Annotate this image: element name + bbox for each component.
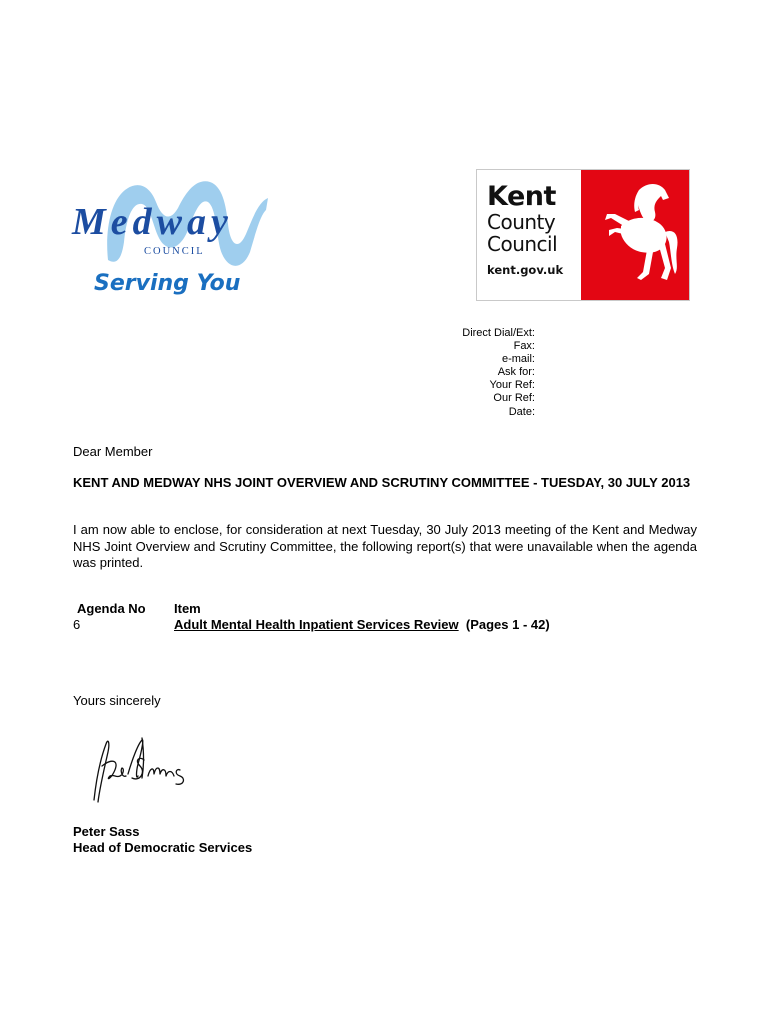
greeting: Dear Member bbox=[73, 444, 153, 459]
medway-tagline: Serving You bbox=[94, 271, 241, 296]
ref-your-ref: Your Ref: bbox=[489, 379, 535, 392]
ref-direct-dial: Direct Dial/Ext: bbox=[462, 327, 535, 339]
kent-county-council-logo bbox=[476, 169, 690, 301]
kent-logo-line-3: Council bbox=[487, 232, 558, 256]
medway-council-label: COUNCIL bbox=[144, 246, 205, 257]
kent-logo-website: kent.gov.uk bbox=[487, 263, 564, 277]
kent-red-panel bbox=[581, 170, 689, 300]
agenda-item-link[interactable]: Adult Mental Health Inpatient Services Review bbox=[174, 617, 459, 632]
agenda-item bbox=[174, 617, 550, 634]
signatory-title: Head of Democratic Services bbox=[73, 840, 253, 855]
ref-fax: Fax: bbox=[513, 340, 535, 353]
agenda-header-item: Item bbox=[174, 601, 201, 616]
ref-date: Date: bbox=[508, 405, 535, 418]
agenda-item-number: 6 bbox=[73, 617, 81, 632]
kent-logo-line-2: County bbox=[487, 210, 556, 234]
committee-heading: KENT AND MEDWAY NHS JOINT OVERVIEW AND SCRUTINY COMMITTEE - TUESDAY, 30 JULY 2013 bbox=[73, 475, 691, 490]
ref-our-ref: Our Ref: bbox=[493, 392, 535, 405]
medway-council-logo bbox=[70, 172, 300, 307]
ref-email: e-mail: bbox=[501, 353, 535, 366]
kent-logo-line-1: Kent bbox=[487, 181, 556, 212]
white-horse-icon bbox=[581, 170, 687, 300]
medway-wordmark: Medway bbox=[72, 201, 233, 243]
ref-ask-for: Ask for: bbox=[497, 366, 535, 379]
agenda-item-pages: (Pages 1 - 42) bbox=[465, 617, 550, 632]
reference-fields bbox=[380, 327, 535, 419]
agenda-header-number: Agenda No bbox=[77, 601, 146, 616]
signatory-name: Peter Sass bbox=[73, 824, 140, 839]
intro-paragraph: I am now able to enclose, for consideration at next Tuesday, 30 July 2013 meeting of the Kent and Medway NHS Joint Overview and Scrutiny Committee, the following report(s) that were unavailable when the agenda was printed. bbox=[73, 522, 697, 571]
signature-icon bbox=[80, 730, 210, 810]
kent-wordmark bbox=[477, 170, 581, 300]
closing: Yours sincerely bbox=[73, 693, 161, 708]
